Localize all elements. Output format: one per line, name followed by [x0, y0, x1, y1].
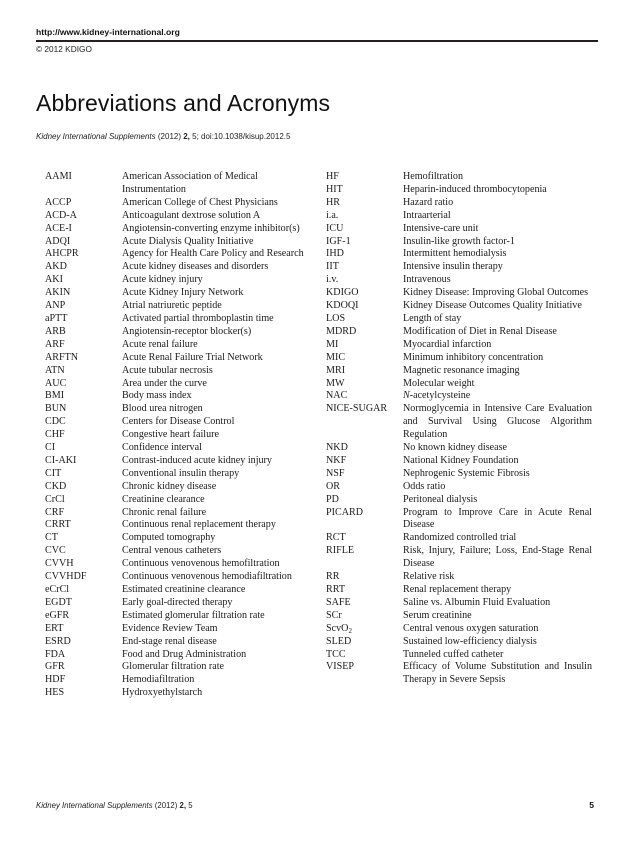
abbreviation-term: CDC — [45, 416, 66, 428]
abbreviation-entry — [45, 532, 313, 545]
abbreviation-entry — [45, 597, 313, 610]
abbreviation-definition: Chronic renal failure — [122, 506, 207, 518]
abbreviation-entry — [45, 274, 313, 287]
footer-year: (2012) — [154, 801, 178, 810]
abbreviation-definition: Anticoagulant dextrose solution A — [122, 209, 261, 221]
abbreviation-definition: Efficacy of Volume Substitution and Insulin Therapy in Severe Sepsis — [403, 661, 592, 686]
abbreviation-entry — [45, 339, 313, 352]
abbreviation-term: AHCPR — [45, 248, 79, 260]
abbreviation-entry — [326, 365, 592, 378]
abbreviation-definition: Agency for Health Care Policy and Research — [122, 248, 304, 260]
abbreviation-definition: Acute Renal Failure Trial Network — [122, 351, 263, 363]
abbreviation-definition: Creatinine clearance — [122, 493, 205, 505]
abbreviation-entry — [326, 597, 592, 610]
abbreviation-definition: Intraarterial — [403, 209, 451, 221]
abbreviation-entry — [326, 261, 592, 274]
abbreviation-definition: Intermittent hemodialysis — [403, 248, 507, 260]
abbreviation-entry — [45, 352, 313, 365]
abbreviation-term: CI — [45, 442, 56, 454]
abbreviation-term: RRT — [326, 584, 346, 595]
abbreviation-term: ICU — [326, 222, 344, 234]
abbreviation-term: CIT — [45, 467, 62, 479]
abbreviation-entry — [45, 507, 313, 520]
abbreviation-definition: Computed tomography — [122, 532, 216, 544]
abbreviation-term: FDA — [45, 648, 66, 660]
abbreviation-definition: Acute Dialysis Quality Initiative — [122, 235, 254, 247]
abbreviation-entry — [326, 352, 592, 365]
abbreviation-entry — [45, 261, 313, 274]
abbreviation-term: CVC — [45, 545, 66, 557]
abbreviation-definition: Odds ratio — [403, 480, 446, 492]
abbreviation-definition: Estimated glomerular filtration rate — [122, 609, 265, 621]
abbreviation-definition: Intravenous — [403, 274, 451, 286]
abbreviation-definition: Continuous venovenous hemofiltration — [122, 558, 280, 570]
abbreviation-term: AUC — [45, 377, 67, 389]
abbreviation-term: CrCl — [45, 493, 65, 505]
abbreviation-entry — [45, 636, 313, 649]
abbreviation-entry — [326, 571, 592, 584]
abbreviation-entry — [326, 636, 592, 649]
abbreviation-term: ANP — [45, 300, 66, 312]
abbreviation-term: SLED — [326, 635, 352, 647]
abbreviation-entry — [45, 378, 313, 391]
abbreviation-term: PD — [326, 493, 339, 505]
abbreviation-definition: Insulin-like growth factor-1 — [403, 235, 515, 247]
journal-url[interactable]: http://www.kidney-international.org — [36, 27, 180, 37]
page-number: 5 — [589, 800, 594, 810]
abbreviation-entry — [45, 416, 313, 429]
abbreviation-entry — [326, 494, 592, 507]
abbreviation-definition: Acute kidney injury — [122, 274, 203, 286]
abbreviation-definition: Contrast-induced acute kidney injury — [122, 454, 272, 466]
abbreviation-entry — [326, 197, 592, 210]
abbreviation-term: HR — [326, 196, 341, 208]
abbreviation-term: HES — [45, 687, 65, 699]
abbreviation-entry — [45, 171, 313, 197]
page-title: Abbreviations and Acronyms — [36, 90, 331, 116]
abbreviation-term: BMI — [45, 390, 65, 402]
abbreviation-term: NKF — [326, 454, 347, 466]
abbreviation-term: IIT — [326, 261, 339, 273]
abbreviation-definition: Nephrogenic Systemic Fibrosis — [403, 467, 530, 479]
abbreviation-entry — [326, 287, 592, 300]
abbreviation-definition: Body mass index — [122, 390, 192, 402]
abbreviation-entry — [45, 545, 313, 558]
abbreviation-term: EGDT — [45, 596, 72, 608]
abbreviation-term: NICE-SUGAR — [326, 403, 388, 415]
footer-volume: 2, — [179, 801, 187, 810]
abbreviation-term: TCC — [326, 648, 346, 660]
abbreviation-definition: Glomerular filtration rate — [122, 661, 225, 673]
abbreviation-entry — [45, 442, 313, 455]
abbreviation-entry — [326, 649, 592, 662]
abbreviation-entry — [45, 571, 313, 584]
abbreviation-definition: Central venous catheters — [122, 545, 222, 557]
abbreviation-definition: National Kidney Foundation — [403, 454, 519, 466]
abbreviation-definition: Confidence interval — [122, 442, 202, 454]
abbreviation-entry — [326, 584, 592, 597]
abbreviation-entry — [326, 455, 592, 468]
abbreviation-term: MDRD — [326, 325, 357, 337]
abbreviation-definition: End-stage renal disease — [122, 635, 217, 647]
abbreviation-term: GFR — [45, 661, 65, 673]
abbreviation-definition: Atrial natriuretic peptide — [122, 300, 222, 312]
abbreviation-term: ACE-I — [45, 222, 72, 234]
abbreviation-entry — [45, 455, 313, 468]
abbreviation-definition: Sustained low-efficiency dialysis — [403, 635, 537, 647]
abbreviation-term: ARF — [45, 338, 65, 350]
abbreviation-entry — [45, 481, 313, 494]
abbreviation-definition: Central venous oxygen saturation — [403, 622, 539, 634]
abbreviation-entry — [326, 326, 592, 339]
abbreviation-definition: Minimum inhibitory concentration — [403, 351, 544, 363]
abbreviation-term: BUN — [45, 403, 67, 415]
abbreviation-entry — [326, 300, 592, 313]
abbreviation-term: HIT — [326, 183, 343, 195]
abbreviation-term: ARB — [45, 325, 66, 337]
citation-journal: Kidney International Supplements — [36, 132, 156, 141]
abbreviation-definition: Hemodiafiltration — [122, 674, 195, 686]
abbreviation-term: AKI — [45, 274, 63, 286]
abbreviation-definition: Hemofiltration — [403, 171, 463, 182]
abbreviation-definition: Continuous renal replacement therapy — [122, 519, 276, 531]
abbreviation-entry — [45, 390, 313, 403]
abbreviation-entry — [45, 300, 313, 313]
abbreviation-term: CVVH — [45, 558, 74, 570]
abbreviation-definition: Peritoneal dialysis — [403, 493, 478, 505]
abbreviation-entry — [326, 274, 592, 287]
abbreviation-definition: Acute renal failure — [122, 338, 198, 350]
abbreviation-definition: Relative risk — [403, 571, 455, 583]
abbreviation-entry — [326, 442, 592, 455]
abbreviation-term: eGFR — [45, 609, 70, 621]
abbreviation-entry — [326, 610, 592, 623]
abbreviation-definition: Hazard ratio — [403, 196, 454, 208]
abbreviation-definition: Congestive heart failure — [122, 429, 219, 441]
abbreviation-definition: Modification of Diet in Renal Disease — [403, 325, 557, 337]
abbreviation-entry — [45, 197, 313, 210]
citation-volume: 2, — [183, 132, 190, 141]
abbreviation-term: VISEP — [326, 661, 355, 673]
abbreviation-entry — [326, 210, 592, 223]
abbreviation-term: eCrCl — [45, 584, 70, 595]
abbreviation-definition: Hydroxyethylstarch — [122, 687, 203, 699]
abbreviation-entry — [45, 674, 313, 687]
abbreviation-term: ERT — [45, 622, 64, 634]
abbreviation-term: ARFTN — [45, 351, 79, 363]
abbreviation-term: AKIN — [45, 287, 71, 299]
abbreviation-entry — [45, 519, 313, 532]
abbreviation-definition: Centers for Disease Control — [122, 416, 235, 428]
footer-citation — [36, 801, 193, 810]
abbreviation-definition: Acute kidney diseases and disorders — [122, 261, 269, 273]
abbreviation-definition: Length of stay — [403, 312, 462, 324]
abbreviation-definition: No known kidney disease — [403, 442, 508, 454]
abbreviation-term: ATN — [45, 364, 65, 376]
abbreviation-entry — [326, 507, 592, 533]
abbreviation-entry — [326, 481, 592, 494]
abbreviation-definition: Evidence Review Team — [122, 622, 218, 634]
abbreviation-definition: Renal replacement therapy — [403, 584, 512, 595]
abbreviation-entry — [326, 184, 592, 197]
abbreviation-entry — [45, 429, 313, 442]
abbreviation-definition: Heparin-induced thrombocytopenia — [403, 183, 547, 195]
abbreviation-term: ESRD — [45, 635, 71, 647]
abbreviation-entry — [45, 403, 313, 416]
abbreviation-entry — [326, 545, 592, 571]
abbreviation-definition: Magnetic resonance imaging — [403, 364, 520, 376]
abbreviation-term: IGF-1 — [326, 235, 351, 247]
abbreviation-term: CT — [45, 532, 58, 544]
abbreviation-entry — [45, 610, 313, 623]
abbreviation-definition: Myocardial infarction — [403, 338, 492, 350]
abbreviation-term: aPTT — [45, 312, 68, 324]
abbreviation-entry — [45, 326, 313, 339]
abbreviation-term: MIC — [326, 351, 346, 363]
abbreviation-definition: Kidney Disease: Improving Global Outcomes — [403, 287, 589, 299]
abbreviation-entry — [45, 365, 313, 378]
abbreviation-term: RIFLE — [326, 545, 355, 557]
abbreviation-term: ADQI — [45, 235, 71, 247]
footer-journal: Kidney International Supplements — [36, 801, 153, 810]
abbreviation-entry — [326, 468, 592, 481]
abbreviation-term: CKD — [45, 480, 67, 492]
abbreviation-term: MI — [326, 338, 339, 350]
abbreviation-definition: Saline vs. Albumin Fluid Evaluation — [403, 596, 551, 608]
abbreviation-entry — [45, 210, 313, 223]
abbreviation-definition: Early goal-directed therapy — [122, 596, 233, 608]
citation-doi: 5; doi:10.1038/kisup.2012.5 — [192, 132, 291, 141]
abbreviation-definition: Acute tubular necrosis — [122, 364, 213, 376]
abbreviation-definition: Estimated creatinine clearance — [122, 584, 246, 595]
abbreviation-term: SCr — [326, 609, 342, 621]
abbreviation-term: NKD — [326, 442, 348, 454]
abbreviation-term: HDF — [45, 674, 66, 686]
abbreviation-definition: Area under the curve — [122, 377, 207, 389]
citation-line — [36, 132, 290, 141]
abbreviation-definition: Activated partial thromboplastin time — [122, 312, 274, 324]
abbreviation-column-right — [326, 171, 592, 687]
abbreviation-entry — [45, 287, 313, 300]
footer-page-ref: 5 — [188, 801, 193, 810]
abbreviation-entry — [326, 313, 592, 326]
abbreviation-term: ACCP — [45, 196, 72, 208]
abbreviation-definition: Normoglycemia in Intensive Care Evaluation and Survival Using Glucose Algorithm Regulation — [403, 403, 592, 441]
header-rule — [36, 40, 598, 42]
citation-year: (2012) — [157, 132, 181, 141]
abbreviation-definition: American Association of Medical Instrumentation — [122, 171, 258, 195]
abbreviation-term: MW — [326, 377, 345, 389]
abbreviation-entry — [326, 248, 592, 261]
abbreviation-definition: Conventional insulin therapy — [122, 467, 240, 479]
abbreviation-term: KDOQI — [326, 300, 359, 312]
abbreviation-term: NSF — [326, 467, 345, 479]
abbreviation-entry — [45, 649, 313, 662]
abbreviation-definition: Food and Drug Administration — [122, 648, 247, 660]
abbreviation-term: KDIGO — [326, 287, 359, 299]
abbreviation-entry — [45, 687, 313, 700]
abbreviation-definition: Angiotensin-receptor blocker(s) — [122, 325, 252, 337]
abbreviation-definition: Kidney Disease Outcomes Quality Initiative — [403, 300, 582, 312]
abbreviation-definition: Randomized controlled trial — [403, 532, 517, 544]
abbreviation-definition: Chronic kidney disease — [122, 480, 217, 492]
abbreviation-definition: Serum creatinine — [403, 609, 472, 621]
abbreviation-definition: Acute Kidney Injury Network — [122, 287, 244, 299]
abbreviation-term: i.v. — [326, 274, 339, 286]
abbreviation-term: IHD — [326, 248, 344, 260]
abbreviation-term: CI-AKI — [45, 454, 77, 466]
abbreviation-term: OR — [326, 480, 341, 492]
abbreviation-term: RR — [326, 571, 340, 583]
abbreviation-definition: Intensive insulin therapy — [403, 261, 503, 273]
abbreviation-term: NAC — [326, 390, 348, 402]
abbreviation-term: i.a. — [326, 209, 339, 221]
abbreviation-definition: Program to Improve Care in Acute Renal Disease — [403, 506, 592, 531]
abbreviation-definition: Continuous venovenous hemodiafiltration — [122, 571, 292, 583]
abbreviation-definition: Angiotensin-converting enzyme inhibitor(s) — [122, 222, 300, 234]
abbreviation-entry — [326, 171, 592, 184]
abbreviation-term: CRF — [45, 506, 65, 518]
abbreviation-entry — [326, 661, 592, 687]
abbreviation-entry — [326, 623, 592, 636]
abbreviation-entry — [45, 236, 313, 249]
abbreviation-entry — [45, 661, 313, 674]
abbreviation-entry — [45, 623, 313, 636]
abbreviation-term: ACD-A — [45, 209, 77, 221]
abbreviation-definition: N-acetylcysteine — [403, 390, 471, 402]
abbreviation-entry — [45, 558, 313, 571]
abbreviation-entry — [326, 236, 592, 249]
abbreviation-term: LOS — [326, 312, 346, 324]
abbreviation-entry — [326, 223, 592, 236]
abbreviation-definition: American College of Chest Physicians — [122, 196, 278, 208]
abbreviation-definition: Tunneled cuffed catheter — [403, 648, 504, 660]
abbreviation-term: AAMI — [45, 171, 72, 182]
abbreviation-term: RCT — [326, 532, 346, 544]
abbreviation-entry — [326, 378, 592, 391]
abbreviation-term: HF — [326, 171, 339, 182]
abbreviation-term: MRI — [326, 364, 346, 376]
abbreviation-term: AKD — [45, 261, 67, 273]
abbreviation-definition: Blood urea nitrogen — [122, 403, 203, 415]
abbreviation-term: CHF — [45, 429, 65, 441]
abbreviation-term: PICARD — [326, 506, 364, 518]
copyright-line: © 2012 KDIGO — [36, 44, 92, 54]
abbreviation-column-left — [45, 171, 313, 700]
abbreviation-term: SAFE — [326, 596, 351, 608]
abbreviation-definition: Molecular weight — [403, 377, 475, 389]
abbreviation-entry — [326, 532, 592, 545]
abbreviation-entry — [45, 248, 313, 261]
abbreviation-term: CVVHDF — [45, 571, 87, 583]
abbreviation-term: CRRT — [45, 519, 71, 531]
abbreviation-term: ScvO$_2$ — [326, 622, 352, 635]
abbreviation-entry — [326, 403, 592, 442]
abbreviation-entry — [45, 468, 313, 481]
abbreviation-entry — [326, 339, 592, 352]
abbreviation-definition: Intensive-care unit — [403, 222, 479, 234]
abbreviation-entry — [45, 313, 313, 326]
abbreviation-entry — [45, 584, 313, 597]
abbreviation-entry — [45, 494, 313, 507]
abbreviation-entry — [326, 390, 592, 403]
abbreviation-definition: Risk, Injury, Failure; Loss, End-Stage Renal Disease — [403, 545, 592, 570]
abbreviation-entry — [45, 223, 313, 236]
